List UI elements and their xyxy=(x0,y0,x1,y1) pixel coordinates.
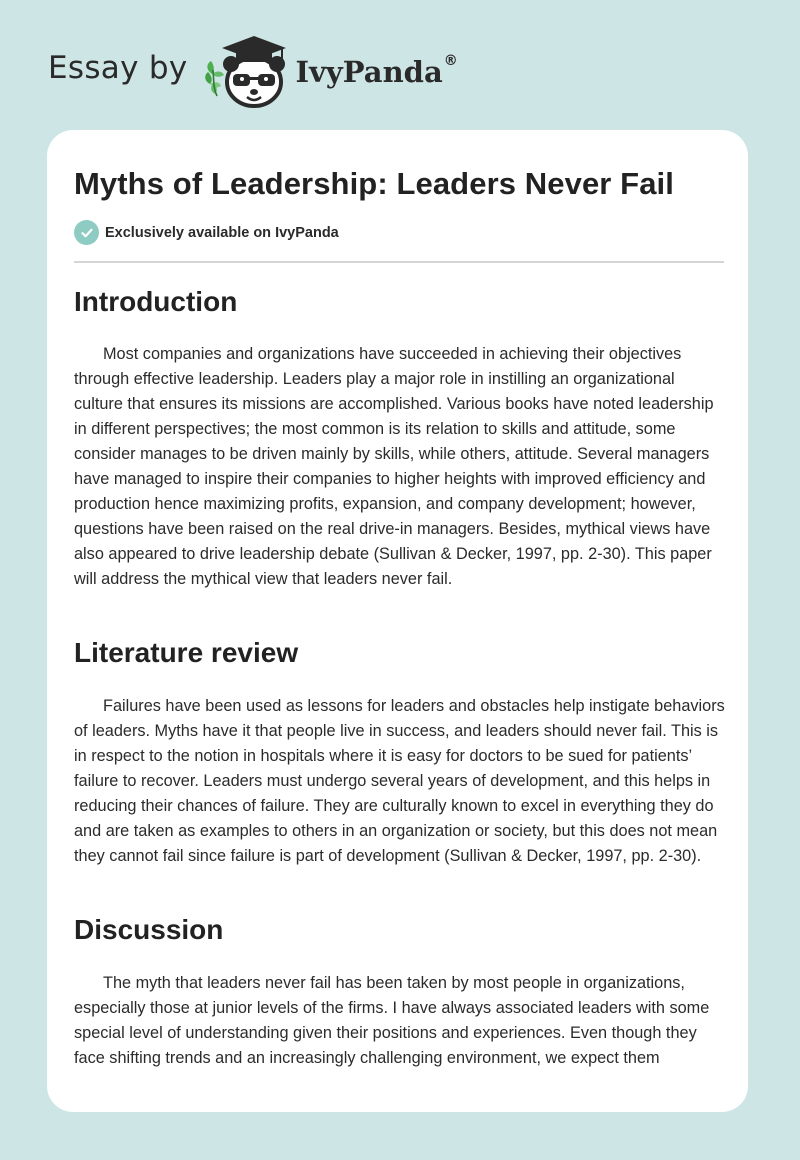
section-paragraph-literature-review: Failures have been used as lessons for leaders and obstacles help instigate behaviors of leaders. Myths have it that people live in success, and leaders should never fail. This is in respect to the notion in hospitals where it is easy for doctors to be sued for patients’ failure to recover. Leaders must undergo several years of development, and this helps in reducing their chances of failure. They are culturally known to excel in everything they do and are taken as examples to others in an organization or society, but this does not mean they cannot fail since failure is part of development (Sullivan & Decker, 1997, pp. 2-30). xyxy=(74,697,725,865)
essay-card xyxy=(47,130,748,1112)
panda-logo-icon[interactable] xyxy=(204,30,292,110)
section-paragraph-introduction: Most companies and organizations have succeeded in achieving their objectives through effective leadership. Leaders play a major role in instilling an organizational culture that ensures its missions are accomplished. Various books have noted leadership in different perspectives; the most common is its relation to skills and attitude, some consider manages to be driven mainly by skills, while others, attitude. Several managers have managed to inspire their companies to higher heights with improved efficiency and production hence maximizing profits, expansion, and company development; however, questions have been raised on the real drive-in managers. Besides, mythical views have also appeared to drive leadership debate (Sullivan & Decker, 1997, pp. 2-30). This paper will address the mythical view that leaders never fail. xyxy=(74,345,714,588)
section-heading-literature-review: Literature review xyxy=(74,637,299,668)
exclusive-badge-label: Exclusively available on IvyPanda xyxy=(105,224,339,241)
registered-mark: ® xyxy=(443,53,458,69)
essay-by-label: Essay by xyxy=(48,50,188,86)
title-divider xyxy=(74,261,724,263)
site-header xyxy=(48,30,458,110)
check-circle-icon xyxy=(74,220,99,245)
brand-name[interactable] xyxy=(296,55,458,89)
exclusive-badge xyxy=(74,220,339,245)
section-heading-discussion: Discussion xyxy=(74,914,224,945)
section-heading-introduction: Introduction xyxy=(74,286,238,317)
section-paragraph-discussion: The myth that leaders never fail has been taken by most people in organizations, especially those at junior levels of the firms. I have always associated leaders with some special level of understanding given their positions and experiences. Even though they face shifting trends and an increasingly challenging environment, we expect them xyxy=(74,974,710,1067)
page-title: Myths of Leadership: Leaders Never Fail xyxy=(74,166,674,201)
brand-label: IvyPanda xyxy=(295,55,443,89)
